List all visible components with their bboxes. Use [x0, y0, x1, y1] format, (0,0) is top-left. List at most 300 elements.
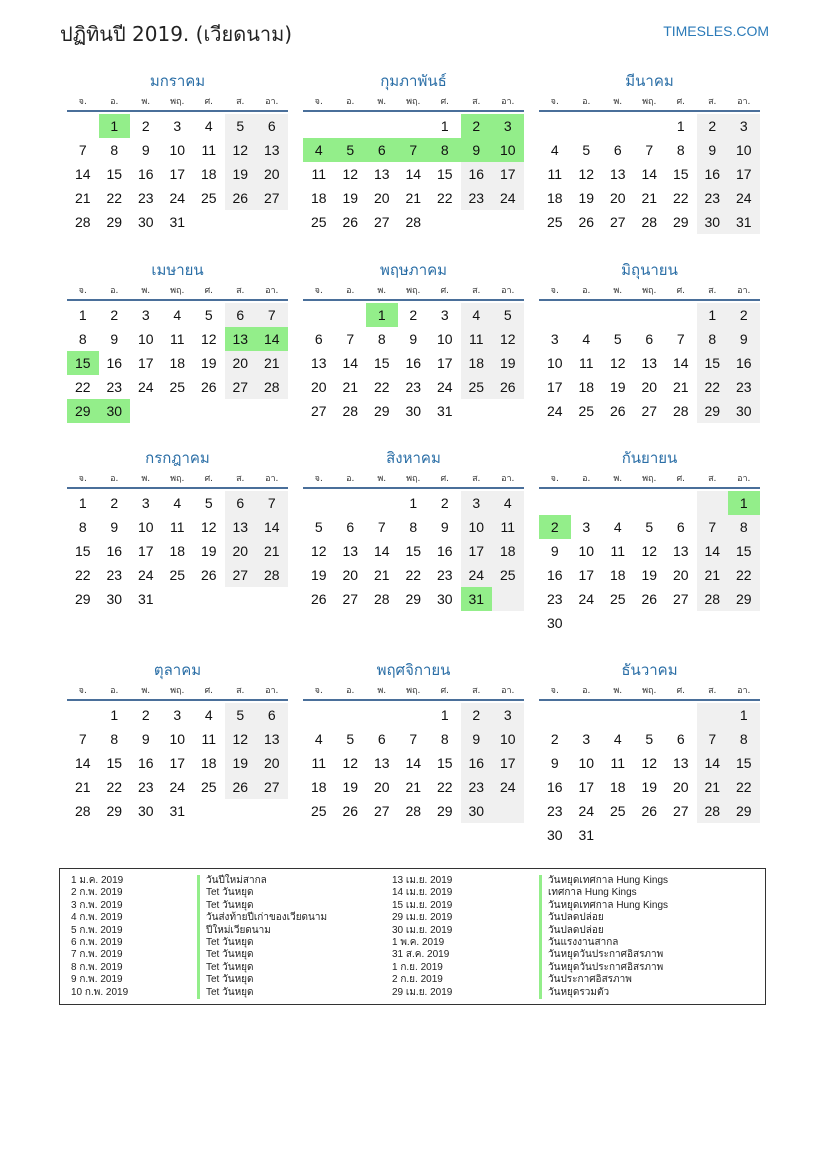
calendar-day: 21: [263, 355, 280, 371]
month-name: พฤษภาคม: [379, 261, 448, 279]
calendar-day: 27: [672, 591, 689, 607]
weekday-label: พ.: [141, 474, 151, 484]
month-name: สิงหาคม: [386, 449, 441, 467]
calendar-day: 18: [546, 190, 563, 206]
legend-date: 30 เม.ย. 2019: [392, 924, 453, 936]
calendar-day: 29: [704, 403, 721, 419]
calendar-day: 17: [137, 543, 154, 559]
calendar-day: 7: [676, 331, 685, 347]
calendar-day: 2: [141, 707, 150, 723]
calendar-day: 23: [106, 567, 123, 583]
weekday-label: พฤ.: [406, 286, 421, 296]
calendar-day: 16: [106, 355, 123, 371]
weekday-label: ศ.: [676, 686, 686, 696]
calendar-day: 29: [106, 803, 123, 819]
legend-holiday-name: Tet วันหยุด: [197, 987, 254, 1000]
weekday-label: จ.: [550, 474, 559, 484]
month-calendar: [303, 447, 524, 613]
calendar-day: 23: [405, 379, 422, 395]
weekday-label: พ.: [141, 97, 151, 107]
calendar-day: 20: [373, 190, 390, 206]
calendar-day: 25: [546, 214, 563, 230]
weekday-header: [539, 469, 760, 489]
calendar-day: 31: [137, 591, 154, 607]
calendar-day: 26: [342, 803, 359, 819]
calendar-day: 18: [609, 567, 626, 583]
calendar-day: 15: [735, 543, 752, 559]
calendar-day: 12: [232, 731, 249, 747]
weekday-label: พ.: [377, 686, 387, 696]
weekday-header: [67, 281, 288, 301]
calendar-day: 3: [550, 331, 559, 347]
calendar-day: 13: [373, 166, 390, 182]
calendar-day: 20: [373, 779, 390, 795]
month-calendar: [303, 259, 524, 425]
holiday-day: 2: [539, 515, 571, 539]
legend-row: [71, 949, 401, 962]
weekday-header: [303, 281, 524, 301]
holiday-day: 6: [366, 138, 398, 162]
calendar-day: 13: [310, 355, 327, 371]
calendar-day: 1: [676, 118, 685, 134]
weekday-label: พฤ.: [406, 97, 421, 107]
calendar-day: 27: [641, 403, 658, 419]
calendar-day: 19: [609, 379, 626, 395]
weekday-label: พฤ.: [406, 686, 421, 696]
calendar-day: 29: [436, 803, 453, 819]
calendar-day: 16: [405, 355, 422, 371]
calendar-day: 10: [137, 331, 154, 347]
legend-date: 7 ก.พ. 2019: [71, 949, 123, 961]
calendar-day: 20: [310, 379, 327, 395]
weekday-label: อา.: [265, 474, 279, 484]
calendar-day: 13: [672, 755, 689, 771]
weekday-label: อ.: [582, 686, 591, 696]
calendar-day: 30: [735, 403, 752, 419]
calendar-day: 16: [704, 166, 721, 182]
weekday-label: อ.: [346, 474, 355, 484]
calendar-day: 25: [609, 591, 626, 607]
weekday-label: ส.: [472, 97, 481, 107]
legend-row: [71, 925, 401, 938]
calendar-day: 13: [641, 355, 658, 371]
calendar-day: 23: [546, 803, 563, 819]
weekday-label: พฤ.: [642, 97, 657, 107]
holiday-day: 1: [99, 114, 131, 138]
calendar-day: 28: [74, 214, 91, 230]
calendar-day: 12: [641, 543, 658, 559]
calendar-day: 21: [405, 779, 422, 795]
calendar-day: 26: [232, 779, 249, 795]
calendar-day: 4: [173, 307, 182, 323]
calendar-day: 11: [547, 166, 563, 182]
calendar-day: 2: [550, 731, 559, 747]
calendar-day: 28: [263, 379, 280, 395]
calendar-day: 24: [169, 190, 186, 206]
brand-link[interactable]: TIMESLES.COM: [663, 23, 769, 39]
calendar-day: 5: [582, 142, 591, 158]
calendar-day: 31: [578, 827, 595, 843]
calendar-day: 19: [499, 355, 516, 371]
calendar-day: 30: [106, 591, 123, 607]
legend-holiday-name: วันหยุดรวมตัว: [539, 987, 609, 1000]
legend-holiday-name: Tet วันหยุด: [197, 949, 254, 962]
calendar-day: 18: [468, 355, 485, 371]
calendar-day: 27: [373, 214, 390, 230]
legend-date: 29 เม.ย. 2019: [392, 912, 453, 924]
calendar-day: 2: [472, 707, 481, 723]
calendar-day: 14: [373, 543, 390, 559]
calendar-day: 12: [232, 142, 249, 158]
calendar-day: 22: [672, 190, 689, 206]
calendar-day: 19: [232, 755, 249, 771]
calendar-day: 10: [499, 731, 516, 747]
legend-holiday-name: วันปลดปล่อย: [539, 912, 604, 925]
calendar-day: 15: [106, 755, 123, 771]
calendar-day: 22: [74, 379, 91, 395]
holiday-day: 1: [728, 491, 760, 515]
calendar-day: 5: [613, 331, 622, 347]
calendar-day: 7: [78, 142, 87, 158]
calendar-day: 14: [672, 355, 689, 371]
calendar-day: 9: [550, 755, 559, 771]
calendar-day: 29: [735, 591, 752, 607]
calendar-day: 5: [503, 307, 512, 323]
calendar-day: 24: [468, 567, 485, 583]
calendar-day: 19: [641, 567, 658, 583]
holiday-day: 5: [335, 138, 367, 162]
calendar-day: 12: [200, 519, 217, 535]
calendar-day: 14: [704, 755, 721, 771]
calendar-day: 15: [735, 755, 752, 771]
weekday-label: พ.: [377, 286, 387, 296]
calendar-day: 23: [436, 567, 453, 583]
weekday-label: จ.: [550, 97, 559, 107]
weekday-header: [303, 681, 524, 701]
calendar-day: 11: [201, 142, 217, 158]
legend-date: 31 ส.ค. 2019: [392, 949, 450, 961]
calendar-day: 9: [141, 142, 150, 158]
month-name: เมษายน: [151, 261, 204, 279]
calendar-day: 22: [436, 190, 453, 206]
calendar-day: 14: [641, 166, 658, 182]
calendar-day: 15: [436, 166, 453, 182]
legend-row: [392, 987, 722, 1000]
day-grid: [67, 114, 288, 236]
calendar-day: 25: [169, 379, 186, 395]
legend-holiday-name: Tet วันหยุด: [197, 937, 254, 950]
calendar-day: 13: [609, 166, 626, 182]
legend-row: [71, 887, 401, 900]
calendar-day: 25: [609, 803, 626, 819]
legend-holiday-name: วันปีใหม่สากล: [197, 875, 267, 888]
weekday-header: [539, 681, 760, 701]
calendar-day: 24: [137, 379, 154, 395]
legend-holiday-name: วันแรงงานสากล: [539, 937, 618, 950]
weekday-label: พฤ.: [170, 686, 185, 696]
calendar-day: 6: [676, 519, 685, 535]
calendar-day: 2: [141, 118, 150, 134]
calendar-day: 27: [263, 779, 280, 795]
calendar-day: 15: [405, 543, 422, 559]
calendar-day: 24: [735, 190, 752, 206]
calendar-day: 4: [503, 495, 512, 511]
month-calendar: [539, 70, 760, 236]
calendar-day: 4: [613, 731, 622, 747]
calendar-day: 30: [137, 803, 154, 819]
legend-date: 1 พ.ค. 2019: [392, 937, 445, 948]
calendar-day: 22: [74, 567, 91, 583]
calendar-day: 26: [641, 591, 658, 607]
calendar-day: 20: [263, 166, 280, 182]
calendar-day: 12: [342, 166, 359, 182]
weekday-label: ส.: [708, 686, 717, 696]
calendar-day: 25: [169, 567, 186, 583]
calendar-day: 28: [704, 591, 721, 607]
legend-row: [392, 925, 722, 938]
calendar-day: 5: [645, 731, 654, 747]
calendar-day: 5: [204, 495, 213, 511]
calendar-day: 21: [74, 779, 91, 795]
legend-row: [71, 875, 401, 888]
calendar-day: 8: [110, 142, 119, 158]
holiday-day: 3: [492, 114, 524, 138]
calendar-day: 1: [708, 307, 717, 323]
weekday-label: พฤ.: [642, 474, 657, 484]
calendar-day: 8: [739, 519, 748, 535]
calendar-day: 17: [169, 166, 186, 182]
legend-row: [71, 987, 401, 1000]
calendar-day: 26: [609, 403, 626, 419]
calendar-day: 4: [613, 519, 622, 535]
weekday-label: จ.: [550, 286, 559, 296]
legend-holiday-name: วันหยุดเทศกาล Hung Kings: [539, 900, 668, 913]
calendar-day: 5: [236, 707, 245, 723]
calendar-day: 30: [468, 803, 485, 819]
calendar-day: 28: [405, 803, 422, 819]
calendar-day: 1: [110, 707, 119, 723]
month-name: กันยายน: [621, 449, 678, 467]
weekday-label: พฤ.: [406, 474, 421, 484]
calendar-day: 15: [373, 355, 390, 371]
calendar-day: 24: [137, 567, 154, 583]
calendar-day: 9: [708, 142, 717, 158]
calendar-day: 21: [342, 379, 359, 395]
weekday-label: พฤ.: [170, 474, 185, 484]
calendar-day: 11: [610, 755, 626, 771]
holiday-day: 15: [67, 351, 99, 375]
legend-row: [71, 974, 401, 987]
weekday-label: อ.: [110, 97, 119, 107]
calendar-day: 23: [137, 190, 154, 206]
calendar-day: 26: [578, 214, 595, 230]
legend-date: 2 ก.พ. 2019: [71, 887, 123, 899]
weekday-label: ศ.: [676, 474, 686, 484]
calendar-day: 31: [169, 803, 186, 819]
calendar-day: 28: [672, 403, 689, 419]
weekday-label: อ.: [346, 686, 355, 696]
weekday-label: จ.: [314, 97, 323, 107]
weekday-label: ส.: [236, 286, 245, 296]
calendar-day: 9: [472, 731, 481, 747]
legend-row: [392, 974, 722, 987]
calendar-day: 26: [200, 379, 217, 395]
month-name: กรกฎาคม: [145, 449, 210, 467]
calendar-day: 8: [409, 519, 418, 535]
calendar-day: 3: [173, 707, 182, 723]
weekday-header: [303, 469, 524, 489]
calendar-day: 8: [377, 331, 386, 347]
calendar-day: 16: [546, 779, 563, 795]
month-calendar: [539, 659, 760, 849]
calendar-day: 2: [110, 307, 119, 323]
calendar-day: 22: [373, 379, 390, 395]
calendar-day: 13: [263, 142, 280, 158]
day-grid: [539, 114, 760, 236]
month-calendar: [67, 447, 288, 613]
calendar-day: 21: [263, 543, 280, 559]
calendar-day: 25: [578, 403, 595, 419]
month-name: กุมภาพันธ์: [380, 72, 447, 90]
holiday-day: 30: [99, 399, 131, 423]
weekday-label: จ.: [314, 474, 323, 484]
calendar-day: 17: [578, 779, 595, 795]
legend-date: 4 ก.พ. 2019: [71, 912, 123, 924]
calendar-day: 5: [314, 519, 323, 535]
calendar-day: 24: [546, 403, 563, 419]
holiday-day: 10: [492, 138, 524, 162]
calendar-day: 24: [499, 779, 516, 795]
legend-holiday-name: Tet วันหยุด: [197, 887, 254, 900]
weekday-label: อ.: [110, 474, 119, 484]
calendar-day: 22: [405, 567, 422, 583]
legend-row: [392, 962, 722, 975]
calendar-day: 12: [578, 166, 595, 182]
calendar-day: 16: [137, 166, 154, 182]
legend-date: 15 เม.ย. 2019: [392, 899, 453, 911]
weekday-label: อ.: [346, 286, 355, 296]
calendar-day: 1: [409, 495, 418, 511]
calendar-day: 20: [672, 567, 689, 583]
calendar-day: 25: [499, 567, 516, 583]
calendar-day: 11: [311, 166, 327, 182]
calendar-day: 20: [263, 755, 280, 771]
calendar-day: 26: [200, 567, 217, 583]
calendar-day: 5: [236, 118, 245, 134]
calendar-day: 24: [578, 803, 595, 819]
calendar-day: 16: [106, 543, 123, 559]
weekday-header: [303, 92, 524, 112]
calendar-day: 28: [641, 214, 658, 230]
legend-holiday-name: วันหยุดเทศกาล Hung Kings: [539, 875, 668, 888]
legend-date: 6 ก.พ. 2019: [71, 937, 123, 948]
weekday-label: พ.: [613, 686, 623, 696]
calendar-day: 1: [739, 707, 748, 723]
calendar-day: 13: [342, 543, 359, 559]
legend-row: [392, 949, 722, 962]
weekday-label: อา.: [265, 686, 279, 696]
calendar-day: 9: [550, 543, 559, 559]
calendar-day: 10: [578, 755, 595, 771]
calendar-day: 5: [645, 519, 654, 535]
calendar-day: 18: [310, 190, 327, 206]
legend-date: 5 ก.พ. 2019: [71, 924, 123, 936]
calendar-day: 25: [468, 379, 485, 395]
calendar-day: 21: [704, 567, 721, 583]
month-name: ตุลาคม: [153, 661, 202, 679]
calendar-day: 10: [546, 355, 563, 371]
calendar-day: 9: [141, 731, 150, 747]
calendar-day: 26: [499, 379, 516, 395]
calendar-day: 10: [578, 543, 595, 559]
calendar-day: 20: [342, 567, 359, 583]
calendar-day: 13: [232, 519, 249, 535]
calendar-day: 13: [373, 755, 390, 771]
calendar-day: 23: [546, 591, 563, 607]
holiday-day: 1: [366, 303, 398, 327]
calendar-day: 2: [739, 307, 748, 323]
holiday-legend: [59, 868, 766, 1005]
weekday-label: พ.: [613, 474, 623, 484]
weekday-label: จ.: [78, 474, 87, 484]
legend-holiday-name: วันส่งท้ายปีเก่าของเวียดนาม: [197, 912, 327, 925]
month-name: มิถุนายน: [621, 261, 678, 279]
calendar-day: 27: [310, 403, 327, 419]
legend-row: [71, 912, 401, 925]
weekday-header: [67, 469, 288, 489]
weekday-label: ส.: [472, 474, 481, 484]
calendar-day: 1: [78, 307, 87, 323]
calendar-day: 3: [141, 495, 150, 511]
legend-row: [392, 912, 722, 925]
weekday-label: จ.: [78, 286, 87, 296]
weekday-label: จ.: [78, 686, 87, 696]
weekday-label: จ.: [550, 686, 559, 696]
day-grid: [67, 491, 288, 613]
calendar-day: 7: [346, 331, 355, 347]
calendar-day: 5: [204, 307, 213, 323]
calendar-day: 19: [578, 190, 595, 206]
calendar-day: 31: [735, 214, 752, 230]
weekday-label: พฤ.: [170, 286, 185, 296]
calendar-day: 18: [169, 543, 186, 559]
calendar-day: 2: [708, 118, 717, 134]
calendar-day: 27: [232, 567, 249, 583]
calendar-day: 11: [610, 543, 626, 559]
weekday-label: อา.: [265, 286, 279, 296]
calendar-day: 18: [578, 379, 595, 395]
calendar-day: 27: [232, 379, 249, 395]
calendar-day: 1: [440, 707, 449, 723]
calendar-day: 11: [500, 519, 516, 535]
calendar-day: 24: [436, 379, 453, 395]
calendar-day: 6: [645, 331, 654, 347]
calendar-day: 3: [141, 307, 150, 323]
calendar-day: 22: [735, 567, 752, 583]
calendar-day: 16: [137, 755, 154, 771]
calendar-day: 30: [546, 827, 563, 843]
weekday-label: จ.: [78, 97, 87, 107]
holiday-day: 29: [67, 399, 99, 423]
calendar-day: 6: [377, 731, 386, 747]
weekday-label: ศ.: [440, 97, 450, 107]
calendar-day: 16: [468, 166, 485, 182]
calendar-day: 28: [373, 591, 390, 607]
calendar-day: 22: [106, 779, 123, 795]
calendar-day: 12: [310, 543, 327, 559]
calendar-day: 4: [550, 142, 559, 158]
weekday-label: อา.: [737, 686, 751, 696]
